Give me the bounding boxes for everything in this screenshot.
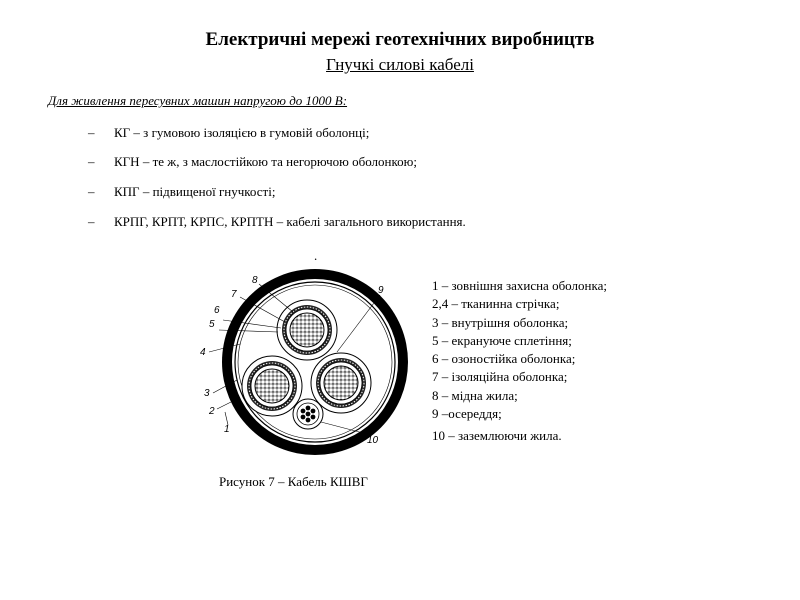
- legend-item: 1 – зовнішня захисна оболонка;: [432, 278, 607, 293]
- legend-item: 2,4 – тканинна стрічка;: [432, 296, 560, 312]
- slide-subtitle: Гнучкі силові кабелі: [326, 55, 474, 74]
- bullet-dash: –: [88, 214, 95, 229]
- bullet-dash: –: [88, 125, 95, 140]
- label-10: 10: [367, 435, 379, 446]
- bullet-text: КГН – те ж, з маслостійкою та негорючою оболонкою;: [114, 154, 417, 169]
- bullet-text: КРПГ, КРПТ, КРПС, КРПТН – кабелі загального використання.: [114, 214, 466, 229]
- ground-core: [293, 399, 323, 429]
- legend-item: 5 – екрануюче сплетіння;: [432, 332, 572, 348]
- bullet-text: КПГ – підвищеної гнучкості;: [114, 184, 276, 199]
- bullet-item: [88, 214, 466, 230]
- legend-item: 9 –осереддя;: [432, 406, 502, 422]
- label-1: 1: [224, 424, 230, 435]
- label-4: 4: [200, 347, 206, 358]
- stray-dot: .: [314, 248, 318, 263]
- bullet-dash: –: [88, 154, 95, 169]
- legend: [432, 277, 607, 446]
- bullet-text: КГ – з гумовою ізоляцією в гумовій оболонці;: [114, 125, 370, 140]
- power-core-top: [277, 300, 337, 360]
- legend-item: 10 – заземлюючи жила.: [432, 428, 562, 444]
- legend-item: 8 – мідна жила;: [432, 387, 518, 403]
- power-core-right: [311, 353, 371, 413]
- bullet-item: [88, 154, 417, 170]
- bullet-item: [88, 125, 369, 141]
- legend-item: 7 – ізоляційна оболонка;: [432, 369, 568, 385]
- bullet-item: [88, 184, 275, 200]
- bullet-dash: –: [88, 184, 95, 199]
- label-6: 6: [214, 305, 220, 316]
- legend-item: 6 – озоностійка оболонка;: [432, 351, 576, 367]
- label-7: 7: [231, 289, 237, 300]
- label-8: 8: [252, 275, 258, 286]
- slide-title: Електричні мережі геотехнічних виробництв: [205, 29, 595, 50]
- power-core-left: [242, 356, 302, 416]
- figure-caption: Рисунок 7 – Кабель КШВГ: [219, 474, 368, 489]
- cable-figure: [195, 262, 425, 467]
- label-5: 5: [209, 319, 215, 330]
- label-2: 2: [209, 406, 215, 417]
- label-3: 3: [204, 388, 210, 399]
- legend-item: 3 – внутрішня оболонка;: [432, 314, 569, 330]
- label-9: 9: [378, 285, 384, 296]
- cable-cross-section: [195, 262, 425, 467]
- intro-text: Для живлення пересувних машин напругою до 1000 В:: [48, 93, 348, 108]
